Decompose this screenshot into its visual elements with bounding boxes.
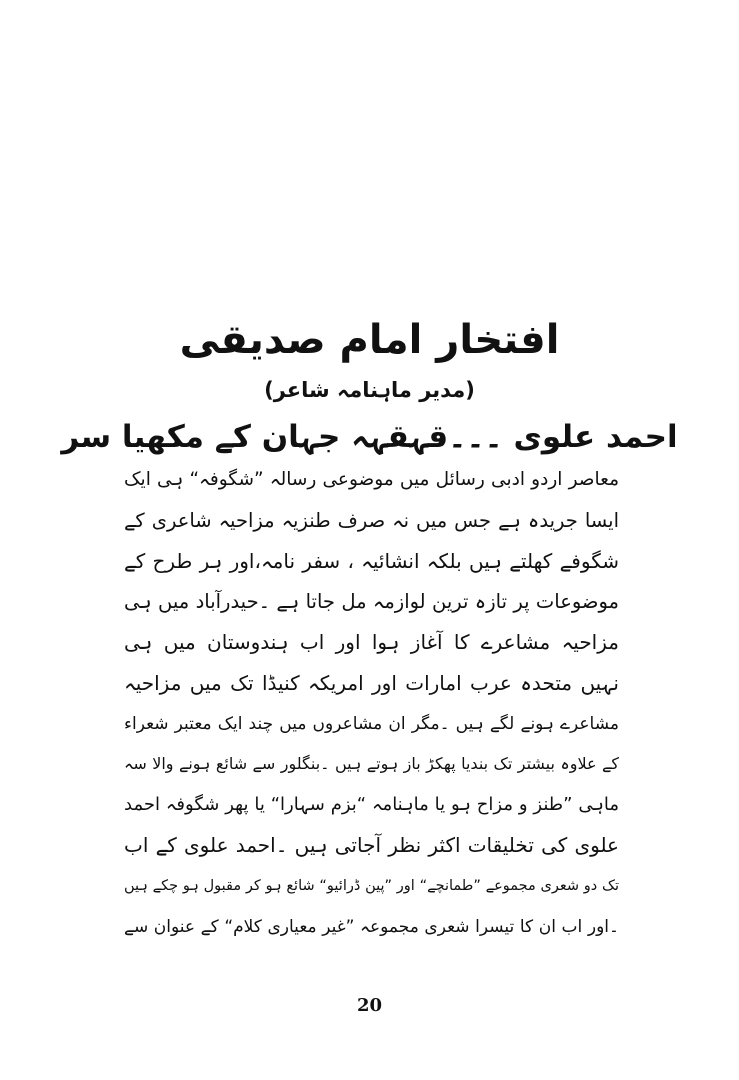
body-line: ایسا جریدہ ہے جس میں نہ صرف طنزیہ مزاحیہ شاعری کے <box>124 508 619 532</box>
body-line: ۔اور اب ان کا تیسرا شعری مجموعہ ”غیر معیاری کلام“ کے عنوان سے <box>124 916 619 937</box>
body-line: معاصر اردو ادبی رسائل میں موضوعی رسالہ ”شگوفہ“ ہی ایک <box>124 469 619 490</box>
body-line: کے علاوہ بیشتر تک بندیا پھکڑ باز ہوتے ہیں ۔بنگلور سے شائع ہونے والا سہ <box>124 754 619 774</box>
body-line: ماہی ”طنز و مزاح ہو یا ماہنامہ “بزم سہارا“ یا پھر شگوفہ احمد <box>124 793 619 815</box>
body-line: علوی کی تخلیقات اکثر نظر آجاتی ہیں ۔احمد علوی کے اب <box>124 833 619 858</box>
article-title: احمد علوی ۔۔۔قہقہہ جہان کے مکھیا سر <box>61 419 678 455</box>
author-name: افتخار امام صدیقی <box>179 317 560 363</box>
body-line: مشاعرے ہونے لگے ہیں ۔مگر ان مشاعروں میں چند ایک معتبر شعراء <box>124 713 619 734</box>
body-line: موضوعات پر تازہ ترین لوازمہ مل جاتا ہے ۔حیدرآباد میں ہی <box>124 589 619 613</box>
article-body <box>124 460 619 947</box>
page-number: 20 <box>356 995 383 1016</box>
body-line: مزاحیہ مشاعرے کا آغاز ہوا اور اب ہندوستان میں ہی <box>124 630 619 655</box>
body-line: شگوفے کھلتے ہیں بلکہ انشائیہ ، سفر نامہ،اور ہر طرح کے <box>124 549 619 574</box>
author-designation: (مدیر ماہنامہ شاعر) <box>264 378 475 402</box>
body-line: تک دو شعری مجموعے ”طمانچے“ اور ”پین ڈرائیو“ شائع ہو کر مقبول ہو چکے ہیں <box>124 877 619 894</box>
body-line: نہیں متحدہ عرب امارات اور امریکہ کنیڈا تک میں مزاحیہ <box>124 670 619 695</box>
